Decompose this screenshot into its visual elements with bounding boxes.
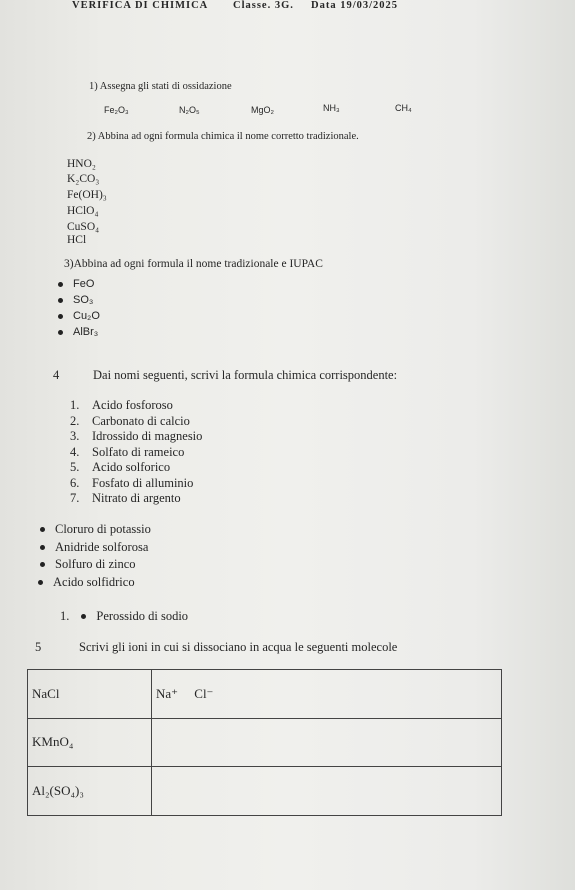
q2-formula: HCl	[67, 234, 87, 246]
table-row	[28, 718, 502, 767]
ions-cell[interactable]	[152, 767, 502, 816]
formula-cell: KMnO₄	[28, 718, 152, 767]
q4-bullet-item: Anidride solforosa	[40, 540, 148, 555]
q5-number: 5	[35, 640, 42, 654]
list-item: 2. Carbonato di calcio	[70, 413, 190, 428]
bullet-icon	[40, 545, 45, 550]
q4-number: 4	[53, 368, 60, 382]
bullet-icon	[40, 562, 45, 567]
q4-extra-item: 1. Perossido di sodio	[60, 609, 189, 623]
list-item: 6. Fosfato di alluminio	[70, 475, 194, 490]
bullet-icon	[38, 580, 43, 585]
q4-numbered-list	[70, 398, 202, 507]
q3-title: 3)Abbina ad ogni formula il nome tradizionale e IUPAC	[64, 258, 323, 270]
list-item: 7. Nitrato di argento	[70, 491, 181, 505]
q4-bullet-item: Solfuro di zinco	[40, 557, 136, 572]
test-title: VERIFICA DI CHIMICA	[72, 0, 209, 11]
list-item: 3. Idrossido di magnesio	[70, 429, 203, 443]
q2-formula: CuSO₄	[67, 221, 100, 233]
q4-bullet-item: Cloruro di potassio	[40, 522, 151, 537]
list-item: 4. Solfato di rameico	[70, 444, 185, 459]
q1-formula: NH₃	[323, 103, 340, 113]
q1-formula: CH₄	[395, 103, 412, 113]
bullet-icon	[58, 282, 63, 287]
bullet-icon	[81, 614, 86, 619]
formula-cell: Al₂(SO₄)₃	[28, 767, 152, 816]
list-item: 1. Acido fosforoso	[70, 398, 173, 412]
q2-formula: HNO₂	[67, 158, 96, 170]
ions-table	[27, 669, 502, 816]
ions-cell[interactable]: Na⁺ Cl⁻	[152, 670, 502, 719]
q1-formula: Fe₂O₃	[104, 105, 129, 115]
bullet-icon	[58, 298, 63, 303]
bullet-icon	[58, 330, 63, 335]
q3-item: AlBr₃	[58, 326, 98, 338]
q2-title: 2) Abbina ad ogni formula chimica il nome corretto tradizionale.	[87, 131, 359, 142]
q2-formula: K₂CO₃	[67, 173, 100, 185]
list-item: 5. Acido solforico	[70, 460, 171, 474]
table-row	[28, 670, 502, 719]
q2-formula: HClO₄	[67, 205, 99, 217]
date-label: Data 19/03/2025	[311, 0, 399, 11]
formula-cell: NaCl	[28, 670, 152, 719]
q1-formula: MgO₂	[251, 105, 274, 115]
q5-title: Scrivi gli ioni in cui si dissociano in acqua le seguenti molecole	[79, 640, 398, 654]
q1-formula: N₂O₅	[179, 105, 200, 115]
table-row	[28, 767, 502, 816]
ions-cell[interactable]	[152, 718, 502, 767]
bullet-icon	[40, 527, 45, 532]
class-label: Classe. 3G.	[233, 0, 294, 11]
q3-item: Cu₂O	[58, 310, 100, 322]
q3-item: SO₃	[58, 294, 93, 306]
q4-title: Dai nomi seguenti, scrivi la formula chimica corrispondente:	[93, 368, 398, 382]
q4-bullet-item: Acido solfidrico	[38, 575, 135, 590]
q3-item: FeO	[58, 278, 94, 290]
q1-title: 1) Assegna gli stati di ossidazione	[89, 81, 232, 92]
q2-formula: Fe(OH)₃	[67, 189, 107, 201]
bullet-icon	[58, 314, 63, 319]
